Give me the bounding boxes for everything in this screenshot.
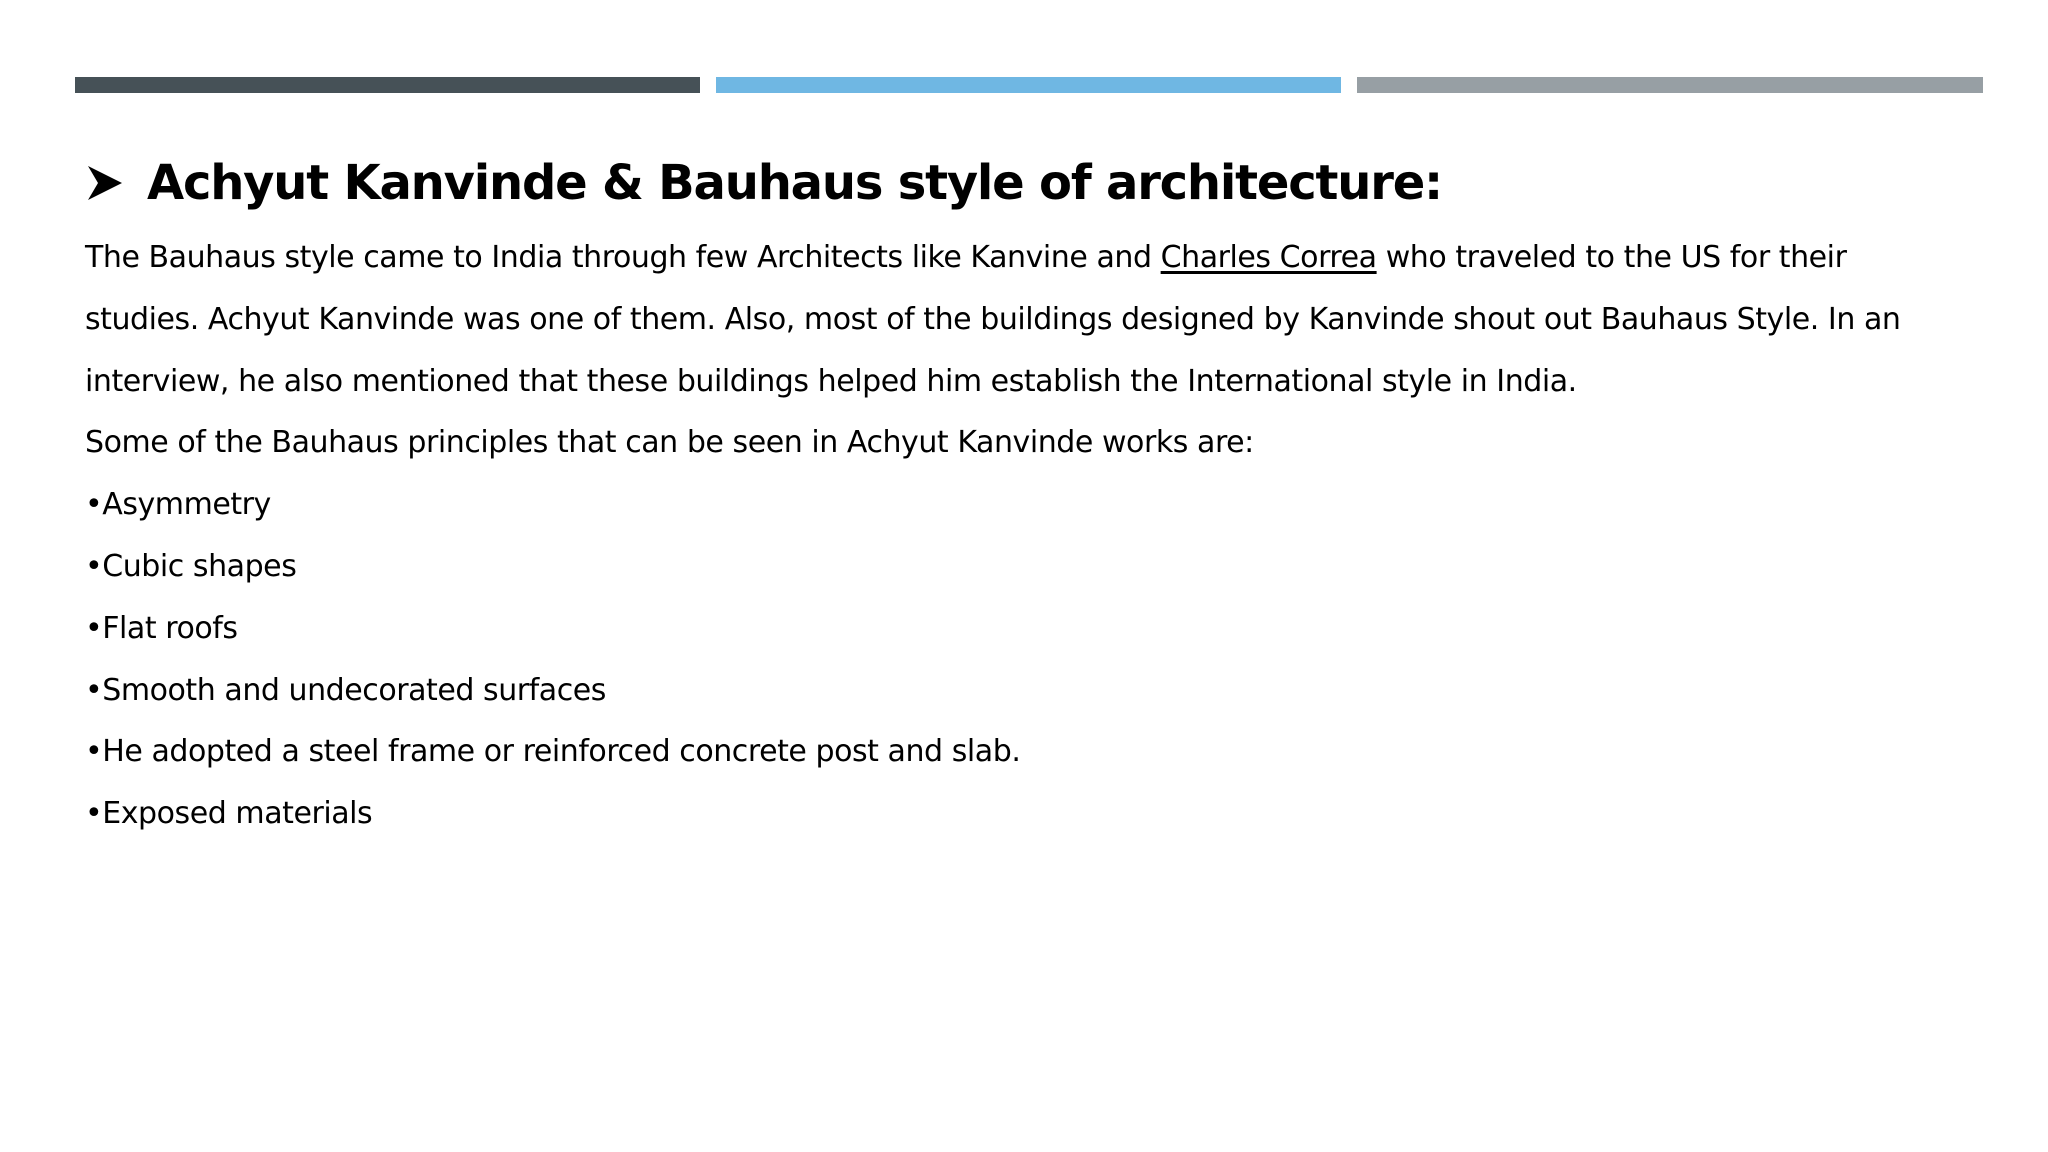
- list-item: •Smooth and undecorated surfaces: [85, 672, 606, 708]
- list-item: •Exposed materials: [85, 796, 373, 832]
- list-item: •Flat roofs: [85, 610, 238, 646]
- header-bar-dark: [75, 77, 700, 93]
- paragraph-text-start: The Bauhaus style came to India through few Architects like Kanvine and: [85, 240, 1161, 275]
- arrow-bullet-icon: [85, 163, 125, 203]
- principles-list: [85, 474, 1965, 845]
- header-bar-gray: [1357, 77, 1983, 93]
- title-text: Achyut Kanvinde & Bauhaus style of architecture:: [147, 155, 1443, 211]
- paragraph-text-end: who traveled to the US for their studies. Achyut Kanvinde was one of them. Also, most of the buildings designed by Kanvinde shout out Bauhaus Style. In an interview, he also mentioned that these buildings helped him establish the International style in India.: [85, 240, 1901, 399]
- list-item: •Cubic shapes: [85, 548, 297, 584]
- header-bar-blue: [716, 77, 1341, 93]
- slide-title: [85, 148, 1985, 218]
- intro-paragraph: [85, 227, 1965, 412]
- charles-correa-link[interactable]: Charles Correa: [1160, 240, 1377, 275]
- content-body: [85, 227, 1965, 845]
- principles-intro: Some of the Bauhaus principles that can be seen in Achyut Kanvinde works are:: [85, 425, 1254, 461]
- list-item: •He adopted a steel frame or reinforced concrete post and slab.: [85, 734, 1021, 770]
- list-item: •Asymmetry: [85, 487, 271, 523]
